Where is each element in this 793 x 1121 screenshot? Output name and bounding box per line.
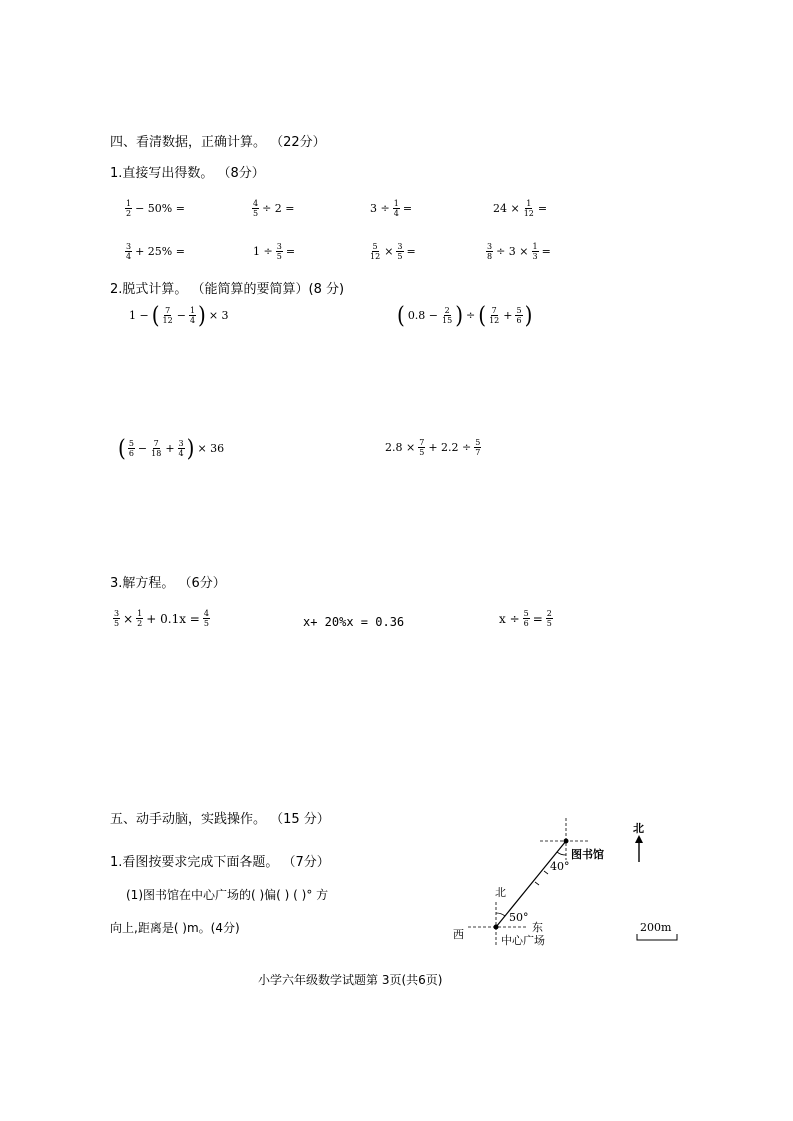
east-label: 东 bbox=[532, 921, 543, 934]
q2-expr-1: 1 − ( $\frac{7}{12}$ − $\frac{1}{4}$ ) × 3 bbox=[129, 301, 229, 329]
fraction: $\frac{5}{6}$ bbox=[516, 305, 522, 325]
fraction: $\frac{5}{7}$ bbox=[475, 438, 481, 457]
scale-bar bbox=[637, 934, 677, 940]
fraction: $\frac{2}{5}$ bbox=[546, 609, 552, 628]
q1-item-3: 3 ÷ $\frac{1}{4}$ = bbox=[370, 199, 413, 218]
q5-1-line-1: (1)图书馆在中心广场的( )偏( ) ( )° 方 bbox=[126, 888, 329, 902]
fraction: $\frac{3}{8}$ bbox=[487, 242, 493, 261]
q2-title: 2.脱式计算。 （能简算的要简算）(8 分) bbox=[110, 282, 345, 297]
fraction: $\frac{2}{15}$ bbox=[442, 305, 453, 325]
q3-eq-1: $\frac{3}{5}$ × $\frac{1}{2}$ + 0.1x = $\frac{4}{5}$ bbox=[114, 609, 209, 628]
fraction: $\frac{7}{5}$ bbox=[419, 438, 425, 457]
q3-eq-3: x ÷ $\frac{5}{6}$ = $\frac{2}{5}$ bbox=[499, 609, 552, 628]
fraction: $\frac{7}{12}$ bbox=[489, 305, 500, 325]
angle-arc-top bbox=[557, 852, 566, 855]
center-square-label: 中心广场 bbox=[501, 934, 545, 947]
q1-item-7: $\frac{5}{12}$ × $\frac{3}{5}$ = bbox=[370, 242, 416, 261]
fraction: $\frac{3}{4}$ bbox=[178, 438, 184, 458]
scale-label: 200m bbox=[640, 921, 672, 934]
q1-item-4: 24 × $\frac{1}{12}$ = bbox=[493, 199, 548, 218]
section5-heading: 五、动手动脑，实践操作。 （15 分） bbox=[110, 812, 330, 827]
west-label: 西 bbox=[453, 928, 464, 941]
q1-item-6: 1 ÷ $\frac{3}{5}$ = bbox=[253, 242, 296, 261]
q2-expr-3: ( $\frac{5}{6}$ − $\frac{7}{18}$ + $\frac{3}{4}$ ) × 36 bbox=[118, 434, 225, 462]
fraction: $\frac{3}{5}$ bbox=[114, 609, 120, 628]
q1-title: 1.直接写出得数。 （8分） bbox=[110, 166, 265, 181]
fraction: $\frac{4}{5}$ bbox=[253, 199, 259, 218]
fraction: $\frac{1}{2}$ bbox=[126, 199, 132, 218]
fraction: $\frac{7}{18}$ bbox=[151, 438, 162, 458]
fraction: $\frac{7}{12}$ bbox=[162, 305, 173, 325]
library-point bbox=[564, 839, 569, 844]
q1-item-2: $\frac{4}{5}$ ÷ 2 = bbox=[253, 199, 295, 218]
fraction: $\frac{1}{3}$ bbox=[532, 242, 538, 261]
north-arrow-label: 北 bbox=[633, 822, 644, 835]
fraction: $\frac{5}{12}$ bbox=[370, 242, 381, 261]
fraction: $\frac{4}{5}$ bbox=[203, 609, 209, 628]
fraction: $\frac{3}{5}$ bbox=[397, 242, 403, 261]
fraction: $\frac{3}{4}$ bbox=[126, 242, 132, 261]
q1-item-8: $\frac{3}{8}$ ÷ 3 × $\frac{1}{3}$ = bbox=[487, 242, 551, 261]
q2-expr-2: ( 0.8 − $\frac{2}{15}$ ) ÷ ( $\frac{7}{12}$ + $\frac{5}{6}$ ) bbox=[397, 301, 533, 329]
library-label: 图书馆 bbox=[571, 848, 604, 861]
fraction: $\frac{1}{4}$ bbox=[393, 199, 399, 218]
center-point bbox=[494, 925, 499, 930]
q5-1-line-2: 向上,距离是( )m。(4分) bbox=[110, 921, 240, 935]
north-label: 北 bbox=[495, 886, 506, 899]
q1-item-1: $\frac{1}{2}$ − 50% = bbox=[126, 199, 185, 218]
angle-40-label: 40° bbox=[550, 860, 570, 873]
angle-arc-bottom bbox=[496, 913, 505, 916]
fraction: $\frac{1}{12}$ bbox=[523, 199, 534, 218]
page-footer: 小学六年级数学试题第 3页(共6页) bbox=[258, 973, 443, 987]
q3-eq-2: x+ 20%x = 0.36 bbox=[303, 615, 405, 629]
fraction: $\frac{5}{6}$ bbox=[128, 438, 134, 458]
q1-item-5: $\frac{3}{4}$ + 25% = bbox=[126, 242, 185, 261]
fraction: $\frac{1}{4}$ bbox=[189, 305, 196, 325]
section4-heading: 四、看清数据，正确计算。 （22分） bbox=[110, 135, 326, 150]
fraction: $\frac{3}{5}$ bbox=[276, 242, 282, 261]
fraction: $\frac{1}{2}$ bbox=[137, 609, 143, 628]
angle-50-label: 50° bbox=[509, 911, 529, 924]
q5-1-title: 1.看图按要求完成下面各题。 （7分） bbox=[110, 855, 330, 870]
route-line bbox=[496, 841, 566, 927]
q3-title: 3.解方程。 （6分） bbox=[110, 576, 226, 591]
q2-expr-4: 2.8 × $\frac{7}{5}$ + 2.2 ÷ $\frac{5}{7}$ bbox=[385, 438, 481, 457]
fraction: $\frac{5}{6}$ bbox=[523, 609, 529, 628]
